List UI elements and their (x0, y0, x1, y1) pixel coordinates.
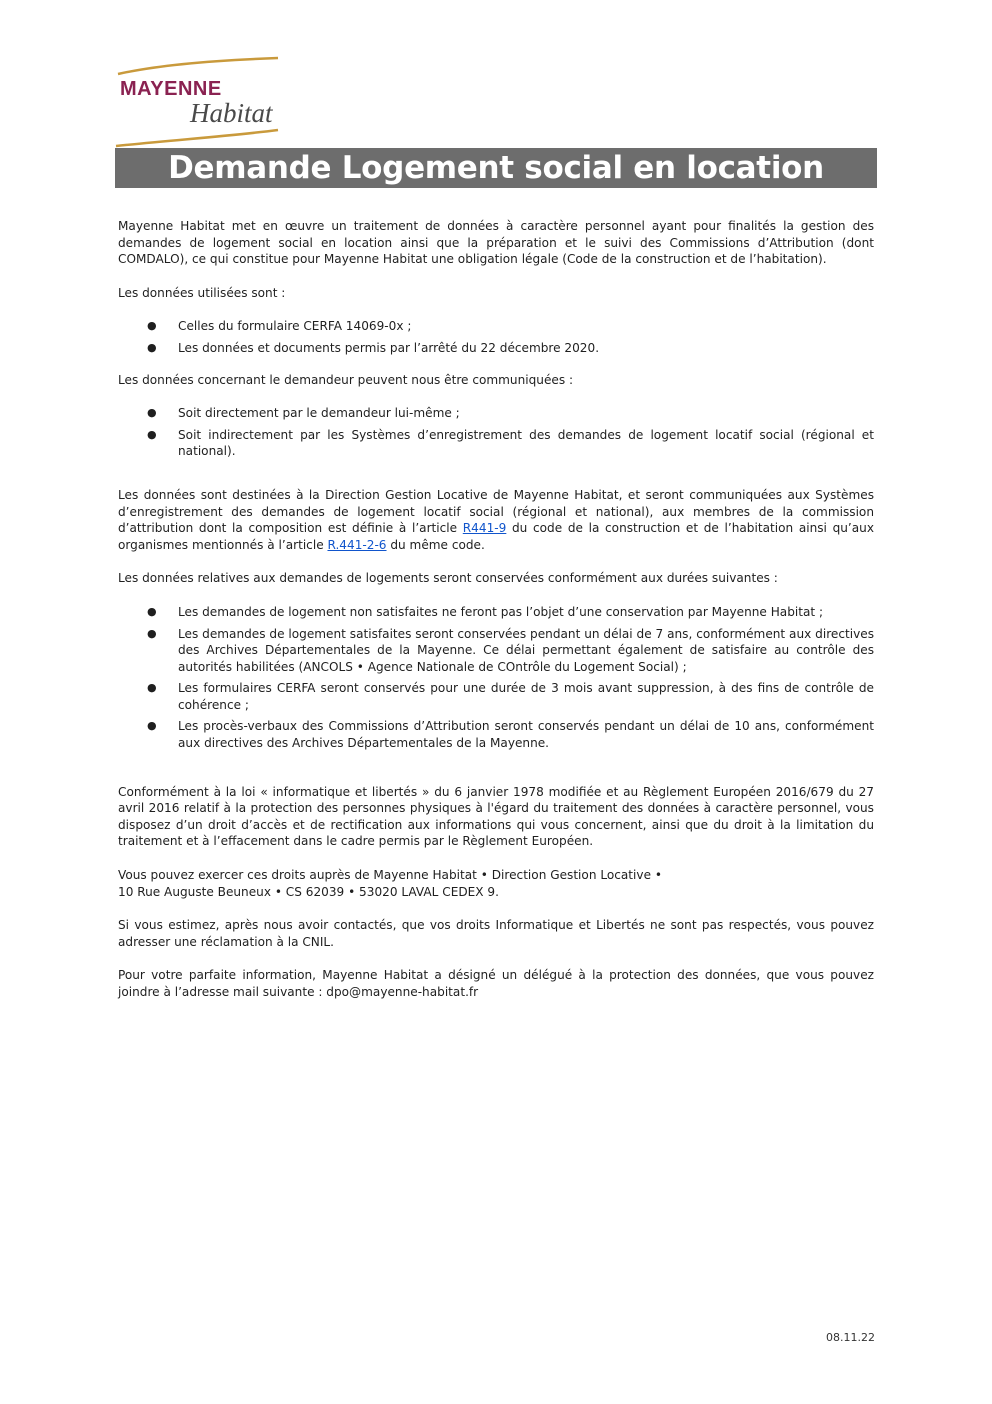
bullet-icon: ● (147, 626, 157, 640)
list-item: ● Celles du formulaire CERFA 14069-0x ; (147, 319, 412, 334)
intro-paragraph: Mayenne Habitat met en œuvre un traitement de données à caractère personnel ayant pour finalités la gestion des demandes de logement social en location ainsi que la préparation et le suivi des Commissions d’Attribution (dont COMDALO), ce qui constitue pour Mayenne Habitat une obligation légale (Code de la construction et de l’habitation). (118, 219, 874, 267)
list-item: ● Soit indirectement par les Systèmes d’enregistrement des demandes de logement locatif social (régional et national). (147, 427, 874, 459)
list-item: ● Les formulaires CERFA seront conservés pour une durée de 3 mois avant suppression, à des fins de contrôle de cohérence ; (147, 681, 874, 712)
list-item: ● Les procès-verbaux des Commissions d’Attribution seront conservés pendant un délai de 10 ans, conformément aux directives des Archives Départementales de la Mayenne. (147, 719, 874, 751)
bullet-icon: ● (147, 427, 157, 441)
source-list (118, 405, 874, 460)
logo-habitat-text: Habitat (190, 98, 273, 128)
title-banner (115, 148, 877, 188)
recipients-paragraph: Les données sont destinées à la Direction Gestion Locative de Mayenne Habitat, et seront communiquées aux Systèmes d’enregistrement des demandes de logement locatif social (régional et national), aux membres de la commission d’attribution dont la composition est définie à l’article R441-9 du code de la construction et de l’habitation ainsi qu’aux organismes mentionnés à l’article R.441-2-6 du même code. (118, 487, 875, 552)
bullet-icon: ● (147, 681, 157, 695)
data-heading: Les données utilisées sont : (118, 285, 286, 300)
bullet-icon: ● (147, 319, 157, 333)
page-title: Demande Logement social en location (168, 150, 824, 186)
retention-list (118, 604, 874, 752)
contact-line-2: 10 Rue Auguste Beuneux • CS 62039 • 53020 LAVAL CEDEX 9. (118, 884, 499, 899)
cnil-paragraph: Si vous estimez, après nous avoir contactés, que vos droits Informatique et Libertés ne sont pas respectés, vous pouvez adresser une réclamation à la CNIL. (118, 918, 874, 949)
list-item: ● Les données et documents permis par l’arrêté du 22 décembre 2020. (147, 340, 600, 355)
source-heading: Les données concernant le demandeur peuvent nous être communiquées : (118, 372, 574, 387)
retention-heading: Les données relatives aux demandes de logements seront conservées conformément aux durées suivantes : (118, 571, 778, 586)
document-body (118, 218, 874, 1001)
list-item: ● Les demandes de logement satisfaites seront conservées pendant un délai de 7 ans, conformément aux directives des Archives Départementales de la Mayenne. Ce délai permettant également de satisfaire au contrôle des autorités habilitées (ANCOLS • Agence Nationale de COntrôle du Logement Social) ; (147, 626, 874, 674)
bullet-icon: ● (147, 406, 157, 420)
bullet-icon: ● (147, 340, 157, 354)
article-r441-2-6-link[interactable]: R.441-2-6 (327, 537, 387, 552)
dpo-paragraph: Pour votre parfaite information, Mayenne Habitat a désigné un délégué à la protection des données, que vous pouvez joindre à l’adresse mail suivante : dpo@mayenne-habitat.fr (118, 968, 874, 999)
logo-mayenne-text: MAYENNE (120, 78, 222, 100)
bullet-icon: ● (147, 719, 157, 733)
list-item: ● Les demandes de logement non satisfaites ne feront pas l’objet d’une conservation par Mayenne Habitat ; (147, 604, 824, 619)
mayenne-habitat-logo (112, 56, 282, 148)
list-item: ● Soit directement par le demandeur lui-même ; (147, 406, 460, 421)
contact-line-1: Vous pouvez exercer ces droits auprès de Mayenne Habitat • Direction Gestion Locative • (118, 868, 662, 883)
bullet-icon: ● (147, 604, 157, 618)
rights-paragraph: Conformément à la loi « informatique et libertés » du 6 janvier 1978 modifiée et au Règlement Européen 2016/679 du 27 avril 2016 relatif à la protection des personnes physiques à l'égard du traitement des données à caractère personnel, vous disposez d’un droit d’accès et de rectification aux informations qui vous concernent, ainsi que du droit à la limitation du traitement et à l’effacement dans le cadre permis par le Règlement Européen. (118, 784, 874, 849)
document-date: 08.11.22 (826, 1331, 875, 1344)
article-r441-9-link[interactable]: R441-9 (462, 521, 507, 536)
data-list (118, 318, 874, 356)
